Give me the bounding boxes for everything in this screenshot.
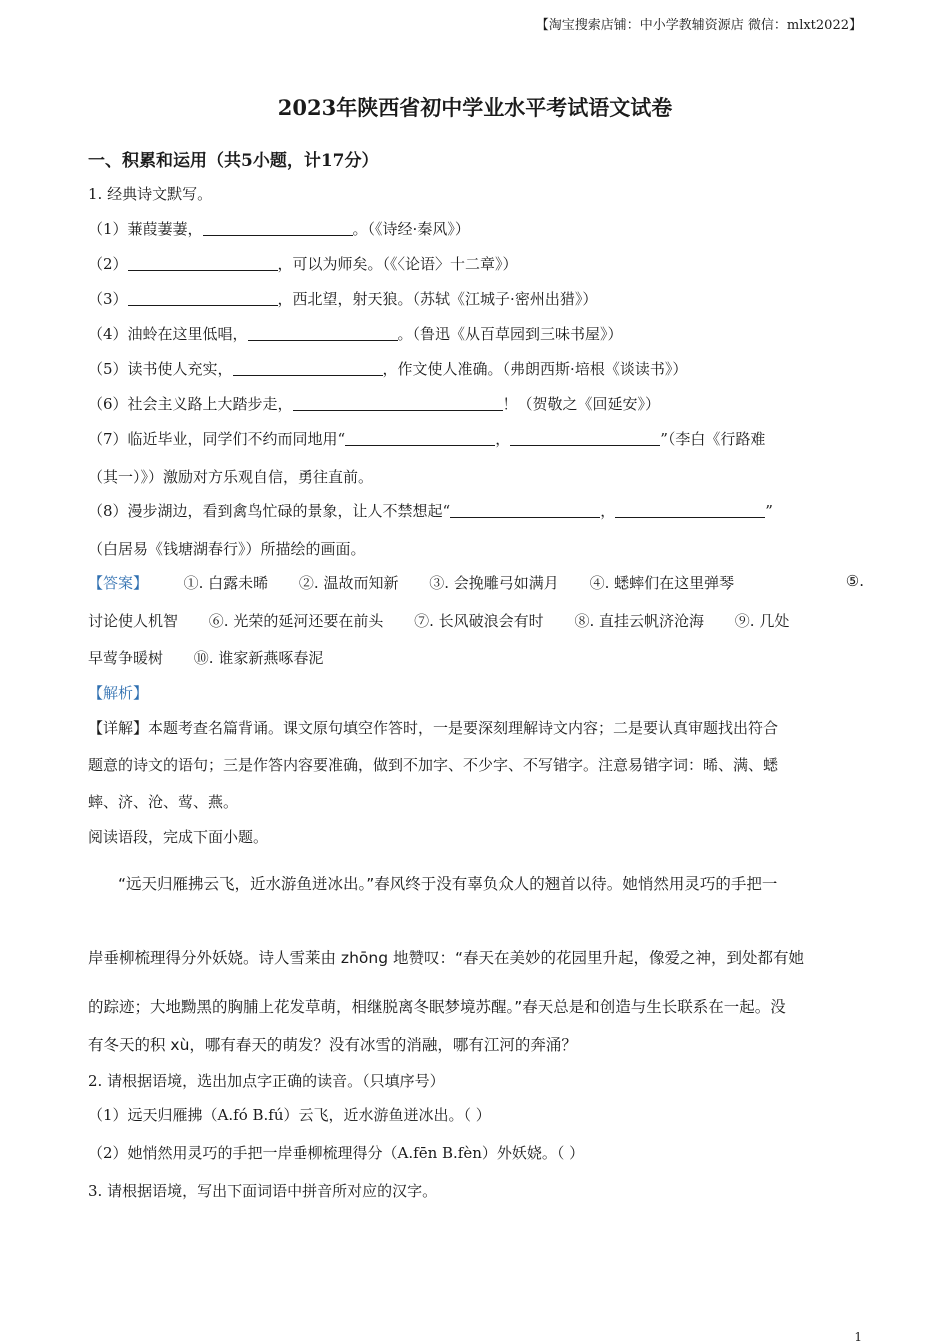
question-1-item-6 [88, 393, 660, 414]
item-text: ， [600, 502, 616, 520]
analysis-line-1: 【详解】本题考查名篇背诵。课文原句填空作答时，一是要深刻理解诗文内容；二是要认真审题找出符合 [88, 719, 779, 737]
fill-blank[interactable] [615, 503, 765, 518]
item-text: ，可以为师矣。（《〈论语〉十二章》） [277, 255, 518, 273]
item-text: （5）读书使人充实， [88, 360, 233, 378]
fill-blank[interactable] [345, 431, 495, 446]
analysis-line-2: 题意的诗文的语句；三是作答内容要准确，做到不加字、不少字、不写错字。注意易错字词：晞、满、蟋 [88, 756, 779, 774]
passage-line-3: 的踪迹；大地黝黑的胸脯上花发草萌，相继脱离冬眠梦境苏醒。”春天总是和创造与生长联系在一起。没 [88, 998, 786, 1016]
answer-label: 【答案】 [88, 574, 149, 592]
item-text: （1）蒹葭萋萋， [88, 220, 203, 238]
question-1-item-2 [88, 253, 518, 274]
question-1-item-3 [88, 288, 597, 309]
passage-line-1: “远天归雁拂云飞，近水游鱼迸冰出。”春风终于没有辜负众人的翘首以待。她悄然用灵巧的手把一 [118, 875, 778, 893]
item-text: ”（李白《行路难 [660, 430, 766, 448]
page-number: 1 [854, 1330, 862, 1344]
reading-intro: 阅读语段，完成下面小题。 [88, 828, 269, 846]
question-1-item-1 [88, 218, 470, 239]
answer-item: 早莺争暖树 [88, 649, 164, 667]
answer-item: ⑨. 几处 [734, 612, 790, 630]
question-1-item-4 [88, 323, 623, 344]
item-text: ，西北望，射天狼。（苏轼《江城子·密州出猎》） [277, 290, 598, 308]
item-text: （8）漫步湖边，看到禽鸟忙碌的景象，让人不禁想起“ [88, 502, 451, 520]
passage-line-4: 有冬天的积 xù，哪有春天的萌发？没有冰雪的消融，哪有江河的奔涌？ [88, 1036, 577, 1054]
answer-item: ⑧. 直挂云帆济沧海 [574, 612, 704, 630]
answer-item: ⑤. [845, 572, 864, 590]
question-2-item-1: （1）远天归雁拂（A.fó B.fú）云飞，近水游鱼迸冰出。（ ） [88, 1106, 491, 1124]
header-note: 【淘宝搜索店铺：中小学教辅资源店 微信：mlxt2022】 [535, 18, 862, 33]
question-1-stem: 1. 经典诗文默写。 [88, 185, 213, 203]
item-text: （2） [88, 255, 128, 273]
fill-blank[interactable] [203, 221, 353, 236]
fill-blank[interactable] [233, 361, 383, 376]
item-text: ！（贺敬之《回延安》） [502, 395, 661, 413]
item-text: ，作文使人准确。（弗朗西斯·培根《谈读书》） [382, 360, 688, 378]
question-1-item-7-cont: （其一）》）激励对方乐观自信，勇往直前。 [88, 468, 374, 486]
answer-item: ⑦. 长风破浪会有时 [414, 612, 544, 630]
answer-item: ⑥. 光荣的延河还要在前头 [208, 612, 384, 630]
fill-blank[interactable] [450, 503, 600, 518]
answer-item: ④. 蟋蟀们在这里弹琴 [589, 574, 735, 592]
item-text: （4）油蛉在这里低唱， [88, 325, 248, 343]
fill-blank[interactable] [293, 396, 503, 411]
question-3-stem: 3. 请根据语境，写出下面词语中拼音所对应的汉字。 [88, 1182, 438, 1200]
question-1-item-8-cont: （白居易《钱塘湖春行》）所描绘的画面。 [88, 540, 366, 558]
item-text: （6）社会主义路上大踏步走， [88, 395, 293, 413]
answer-item: 讨论使人机智 [88, 612, 179, 630]
fill-blank[interactable] [128, 256, 278, 271]
question-1-item-8 [88, 500, 773, 521]
question-2-item-2: （2）她悄然用灵巧的手把一岸垂柳梳理得分（A.fēn B.fèn）外妖娆。（ ） [88, 1144, 585, 1162]
answer-line-3 [88, 647, 323, 668]
answer-item: ③. 会挽雕弓如满月 [429, 574, 559, 592]
answer-line-2 [88, 610, 789, 631]
passage-line-2: 岸垂柳梳理得分外妖娆。诗人雪莱由 zhōng 地赞叹：“春天在美妙的花园里升起，像爱之神，到处都有她 [88, 949, 804, 967]
item-text: （3） [88, 290, 128, 308]
question-1-item-7 [88, 428, 765, 449]
question-1-item-5 [88, 358, 687, 379]
fill-blank[interactable] [248, 326, 398, 341]
fill-blank[interactable] [510, 431, 660, 446]
question-2-stem: 2. 请根据语境，选出加点字正确的读音。（只填序号） [88, 1072, 445, 1090]
fill-blank[interactable] [128, 291, 278, 306]
analysis-line-3: 蟀、济、沧、莺、燕。 [88, 793, 239, 811]
page-title: 2023年陕西省初中学业水平考试语文试卷 [277, 95, 673, 120]
answer-item: ②. 温故而知新 [298, 574, 399, 592]
item-text: （7）临近毕业，同学们不约而同地用“ [88, 430, 346, 448]
analysis-label: 【解析】 [88, 684, 149, 702]
item-text: ” [765, 502, 773, 520]
answer-item: ⑩. 谁家新燕啄春泥 [193, 649, 324, 667]
answer-item: ①. 白露未晞 [183, 574, 269, 592]
item-text: 。（《诗经·秦风》） [352, 220, 470, 238]
answer-line-1 [88, 572, 864, 593]
item-text: 。（鲁迅《从百草园到三味书屋》） [397, 325, 623, 343]
item-text: ， [495, 430, 511, 448]
section-heading: 一、积累和运用（共5小题，计17分） [88, 151, 379, 171]
